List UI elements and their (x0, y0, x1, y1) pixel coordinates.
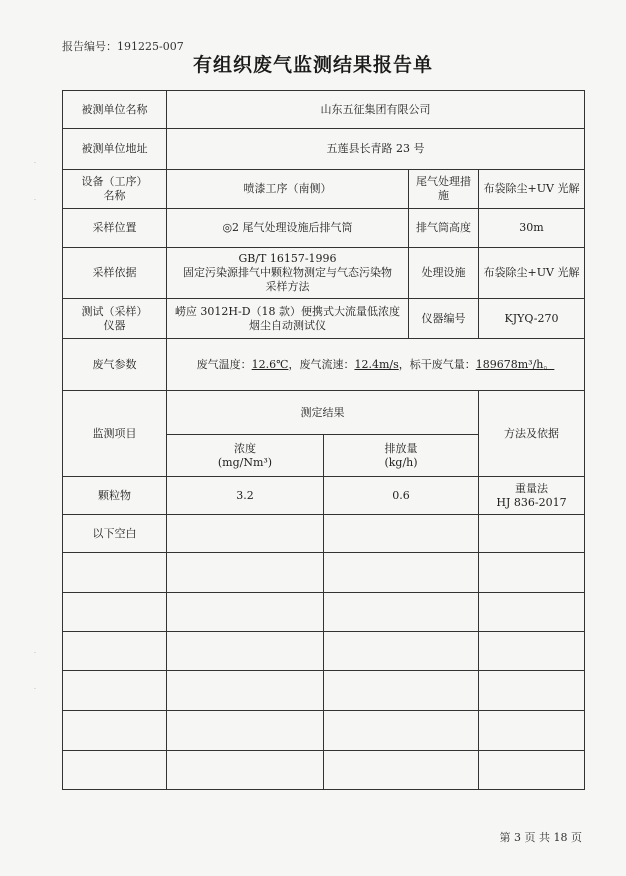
report-number: 报告编号：191225-007 (62, 40, 184, 53)
item-cell: 颗粒物 (63, 477, 167, 515)
basis-line1: GB/T 16157-1996 (238, 252, 337, 265)
method-cell (479, 477, 585, 515)
equipment-label-line2: 名称 (103, 189, 126, 202)
address-label: 被测单位地址 (63, 129, 167, 170)
sampling-position-label: 采样位置 (63, 209, 167, 248)
equipment-label-line1: 设备（工序） (81, 175, 148, 188)
method-header: 方法及依据 (479, 391, 585, 477)
row-basis (63, 248, 585, 299)
velocity-label: ，废气流速： (288, 357, 355, 371)
empty-row (63, 751, 585, 790)
equipment-value: 喷漆工序（南侧） (167, 170, 409, 209)
stack-height-label: 排气筒高度 (409, 209, 479, 248)
flow-end: 。 (543, 357, 555, 371)
row-address (63, 129, 585, 170)
conc-header-label: 浓度 (234, 441, 256, 455)
params-label: 废气参数 (63, 339, 167, 391)
stack-height-value: 30m (479, 209, 585, 248)
equipment-label (63, 170, 167, 209)
basis-value (167, 248, 409, 299)
row-sampling-position (63, 209, 585, 248)
empty-row (63, 671, 585, 711)
company-value: 山东五征集团有限公司 (167, 91, 585, 129)
method-line2: HJ 836-2017 (496, 495, 567, 509)
row-company (63, 91, 585, 129)
item-header: 监测项目 (63, 391, 167, 477)
emission-header-label: 排放量 (384, 441, 418, 455)
scan-mark: · (34, 160, 36, 167)
instrument-label-line2: 仪器 (103, 318, 126, 332)
flow-label: ，标干废气量： (398, 357, 476, 371)
tail-gas-value: 布袋除尘+UV 光解 (479, 170, 585, 209)
emission-header (324, 435, 479, 477)
emission-unit: (kg/h) (384, 455, 418, 469)
blank-note: 以下空白 (63, 515, 167, 553)
temp-label: 废气温度： (196, 357, 252, 371)
method-line1: 重量法 (515, 481, 548, 495)
company-label: 被测单位名称 (63, 91, 167, 129)
row-results-header (63, 391, 585, 435)
conc-unit: (mg/Nm³) (217, 455, 273, 469)
row-blank-note (63, 515, 585, 553)
empty-row (63, 593, 585, 632)
instrument-no-value: KJYQ-270 (479, 299, 585, 339)
params-value (167, 339, 585, 391)
instrument-line2: 烟尘自动测试仪 (249, 318, 326, 332)
sampling-position-value: ◎2 尾气处理设施后排气筒 (167, 209, 409, 248)
page-number: 第 3 页 共 18 页 (499, 831, 582, 844)
emission-cell: 0.6 (324, 477, 479, 515)
address-value: 五莲县长青路 23 号 (167, 129, 585, 170)
row-instrument (63, 299, 585, 339)
instrument-no-label: 仪器编号 (409, 299, 479, 339)
basis-label: 采样依据 (63, 248, 167, 299)
scan-mark: · (34, 686, 36, 693)
scan-mark: · (34, 197, 36, 204)
page-title: 有组织废气监测结果报告单 (192, 54, 433, 76)
table-row (63, 477, 585, 515)
basis-line2: 固定污染源排气中颗粒物测定与气态污染物 (183, 266, 392, 279)
empty-row (63, 711, 585, 751)
empty-row (63, 553, 585, 593)
result-header: 测定结果 (167, 391, 479, 435)
instrument-label (63, 299, 167, 339)
scan-mark: · (34, 650, 36, 657)
instrument-label-line1: 测试（采样） (81, 304, 148, 318)
facility-value: 布袋除尘+UV 光解 (479, 248, 585, 299)
temp-value: 12.6℃ (251, 357, 289, 371)
report-table (62, 90, 585, 790)
conc-cell: 3.2 (167, 477, 324, 515)
instrument-line1: 崂应 3012H-D（18 款）便携式大流量低浓度 (174, 304, 401, 318)
facility-label: 处理设施 (409, 248, 479, 299)
tail-gas-label: 尾气处理措施 (409, 170, 479, 209)
row-equipment (63, 170, 585, 209)
row-params (63, 339, 585, 391)
flow-value: 189678m³/h (475, 357, 544, 371)
conc-header (167, 435, 324, 477)
empty-row (63, 632, 585, 671)
basis-line3: 采样方法 (265, 280, 310, 293)
instrument-value (167, 299, 409, 339)
velocity-value: 12.4m/s (354, 357, 399, 371)
